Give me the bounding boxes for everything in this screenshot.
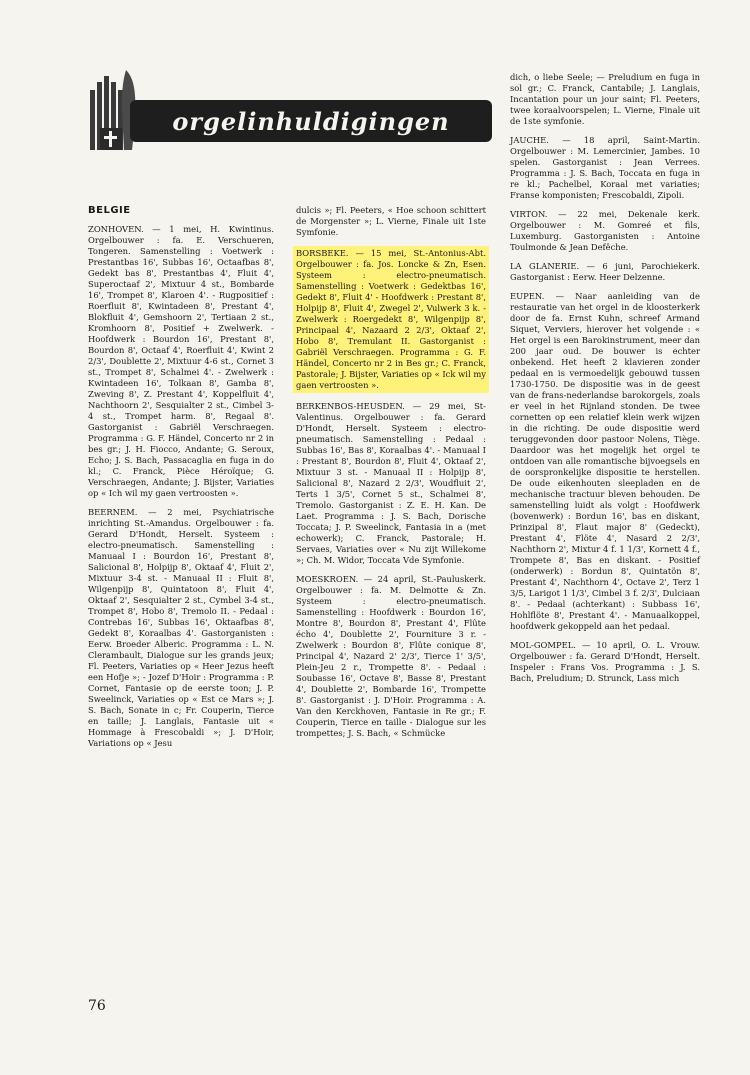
entry-eupen: EUPEN. — Naar aanleiding van de restauratie van het orgel in de kloosterkerk door de fa. Ernst Kuhn, schreef Armand Siquet, Verviers, hierover het volgende : « Het orgel is een Barokinstrument, meer dan 200 jaar oud. De bouwer is echter onbekend. Het heeft 2 klavieren zonder pedaal en is vermoedelijk gebouwd tussen 1730-1750. De dispositie was in de geest van de frans-nederlandse barokorgels, zoals er veel in het Rijnland stonden. De twee cornetten op een relatief klein werk wijzen in die richting. De oude dispositie werd teruggevonden door pastoor Nolens, Tiège. Daardoor was het mogelijk het orgel te ontdoen van alle romantische bijvoegsels en de oorspronkelijke dispositie te herstellen. De oude eikenhouten sleepladen en de mechanische tractuur bleven behouden. De samenstelling luidt als volgt : Hoofdwerk (bovenwerk) : Bordun 16', bas en diskant, Prinzipal 8', Flaut major 8' (Gedeckt), Prestant 4', Flöte 4', Nasard 2 2/3', Nachthorn 2', Mixtur 4 f. 1 1/3', Kornett 4 f., Trompete 8', Bas en diskant. - Positief (onderwerk) : Bordun 8', Quintatön 8', Prestant 4', Nachthorn 4', Octave 2', Terz 1 3/5, Larigot 1 1/3', Cimbel 3 f. 2/3', Dulciaan 8'. - Pedaal (achterkant) : Subbass 16', Hohlflöte 8', Prestant 4'. - Manuaalkoppel, hoofdwerk gekoppeld aan het pedaal. <box>510 291 700 631</box>
entry-virton: VIRTON. — 22 mei, Dekenale kerk. Orgelbouwer : M. Gomreé et fils, Luxemburg. Gastorganisten : Antoine Toulmonde & Jean Defêche. <box>510 209 700 252</box>
organ-pipes-icon <box>90 70 135 150</box>
header-banner <box>86 70 496 170</box>
page-number: 76 <box>88 998 106 1014</box>
entry-moeskroen: MOESKROEN. — 24 april, St.-Pauluskerk. Orgelbouwer : fa. M. Delmotte & Zn. Systeem : electro-pneumatisch. Samenstelling : Hoofdwerk : Bourdon 16', Montre 8', Bourdon 8', Prestant 4', Flûte écho 4', Doublette 2', Fourniture 3 r. - Zwelwerk : Bourdon 8', Flûte conique 8', Principal 4', Nazard 2' 2/3', Tierce 1' 3/5', Plein-Jeu 2 r., Trompette 8'. - Pedaal : Soubasse 16', Octave 8', Basse 8', Prestant 4', Doublette 2', Bombarde 16', Trompette 8'. Gastorganist : J. D'Hoir. Programma : A. Van den Kerckhoven, Fantasie in Re gr.; F. Couperin, Tierce en taille - Dialogue sur les trompettes; J. S. Bach, « Schmücke <box>296 574 486 738</box>
entry-jauche: JAUCHE. — 18 april, Saint-Martin. Orgelbouwer : M. Lemercinier, Jambes. 10 spelen. Gastorganist : Jean Verrees. Programma : J. S. Bach, Toccata en fuga in re kl.; Pachelbel, Koraal met variaties; Franse komponisten; Frescobaldi, Zipoli. <box>510 135 700 200</box>
entry-zonhoven: ZONHOVEN. — 1 mei, H. Kwintinus. Orgelbouwer : fa. E. Verschueren, Tongeren. Samenstelling : Voetwerk : Prestantbas 16', Subbas 16', Octaafbas 8', Gedekt bas 8', Prestantbas 4', Fluit 4', Superoctaaf 2', Mixtuur 4 st., Bombarde 16', Trompet 8', Klaroen 4'. - Rugpositief : Roerfluit 8', Kwintadeen 8', Prestant 4', Blokfluit 4', Gemshoorn 2', Tertiaan 2 st., Kromhoorn 8', Positief + Zwelwerk. - Hoofdwerk : Bourdon 16', Prestant 8', Bourdon 8', Octaaf 4', Roerfluit 4', Kwint 2 2/3', Doublette 2', Mixtuur 4-6 st., Cornet 3 st., Trompet 8', Schalmei 4'. - Zwelwerk : Kwintadeen 16', Tolkaan 8', Gamba 8', Zweving 8', Z. Prestant 4', Koppelfluit 4', Nachthoorn 2', Sesquialter 2 st., Cimbel 3-4 st., Trompet harm. 8', Regaal 8'. Gastorganist : Gabriël Verschraegen. Programma : G. F. Händel, Concerto nr 2 in bes gr.; J. H. Fiocco, Andante; G. Seroux, Echo; J. S. Bach, Passacaglia en fuga in do kl.; C. Franck, Pièce Héroïque; G. Verschraegen, Andante; J. Bijster, Variaties op « Ich wil my gaen vertroosten ». <box>88 224 274 498</box>
entry-mol-gompel: MOL-GOMPEL. — 10 april, O. L. Vrouw. Orgelbouwer : fa. Gerard D'Hondt, Herselt. Inspeler : Frans Vos. Programma : J. S. Bach, Preludium; D. Strunck, Lass mich <box>510 640 700 683</box>
entry-beernem: BEERNEM. — 2 mei, Psychiatrische inrichting St.-Amandus. Orgelbouwer : fa. Gerard D'Hondt, Herselt. Systeem : electro-pneumatisch. Samenstelling : Manuaal I : Bourdon 16', Prestant 8', Salicional 8', Holpijp 8', Oktaaf 4', Fluit 2', Mixtuur 3-4 st. - Manuaal II : Fluit 8', Wilgenpijp 8', Quintatoon 8', Fluit 4', Oktaaf 2', Sesquialter 2 st., Cymbel 3-4 st., Trompet 8', Hobo 8', Tremolo II. - Pedaal : Contrebas 16', Subbas 16', Oktaafbas 8', Gedekt 8', Koraalbas 4'. Gastorganisten : Eerw. Broeder Alberic. Programma : L. N. Clerambault, Dialogue sur les grands jeux; Fl. Peeters, Variaties op « Heer Jezus heeft een Hofje »; - Jozef D'Hoir : Programma : P. Cornet, Fantasie op de eerste toon; J. P. Sweelinck, Variaties op « Est ce Mars »; J. S. Bach, Sonate in c; Fr. Couperin, Tierce en taille; J. Langlais, Fantasie uit « Hommage à Frescobaldi »; J. D'Hoir, Variations op « Jesu <box>88 507 274 748</box>
entry-continuation: dich, o liebe Seele; — Preludium en fuga in sol gr.; C. Franck, Cantabile; J. Langlais, Incantation pour un jour saint; Fl. Peeters, twee koraalvoorspelen; L. Vierne, Finale uit de 1ste symfonie. <box>510 72 700 126</box>
entry-la-glanerie: LA GLANERIE. — 6 juni, Parochiekerk. Gastorganist : Eerw. Heer Delzenne. <box>510 261 700 282</box>
entry-berkenbos-heusden: BERKENBOS-HEUSDEN. — 29 mei, St-Valentinus. Orgelbouwer : fa. Gerard D'Hondt, Herselt. Systeem : electro-pneumatisch. Samenstelling : Pedaal : Subbas 16', Bas 8', Koraalbas 4'. - Manuaal I : Prestant 8', Bourdon 8', Fluit 4', Oktaaf 2', Mixtuur 3 st. - Manuaal II : Holpijp 8', Salicional 8', Nazard 2 2/3', Woudfluit 2', Terts 1 3/5', Cornet 5 st., Schalmei 8', Tremolo. Gastorganist : Z. E. H. Kan. De Laet. Programma : J. S. Bach, Dorische Toccata; J. P. Sweelinck, Fantasia in a (met echowerk); C. Franck, Pastorale; H. Servaes, Variaties over « Nu zijt Willekome »; Ch. M. Widor, Toccata Vde Symfonie. <box>296 401 486 565</box>
column-middle <box>296 205 486 747</box>
banner-title: orgelinhuldigingen <box>172 107 450 136</box>
entry-borsbeke-highlighted: BORSBEKE. — 15 mei, St.-Antonius-Abt. Orgelbouwer : fa. Jos. Loncke & Zn, Esen. Systeem : electro-pneumatisch. Samenstelling : Voetwerk : Gedektbas 16', Gedekt 8', Fluit 4' - Hoofdwerk : Prestant 8', Holpijp 8', Fluit 4', Zwegel 2', Vulwerk 3 k. - Zwelwerk : Roergedekt 8', Wilgenpijp 8', Principaal 4', Nazaard 2 2/3', Oktaaf 2', Hobo 8', Tremulant II. Gastorganist : Gabriël Verschraegen. Programma : G. F. Händel, Concerto nr 2 in Bes gr.; C. Franck, Pastorale; J. Bijster, Variaties op « Ick wil my gaen vertroosten ». <box>293 246 489 393</box>
column-left <box>88 205 274 757</box>
column-right <box>510 72 700 692</box>
entry-continuation: dulcis »; Fl. Peeters, « Hoe schoon schittert de Morgenster »; L. Vierne, Finale uit 1ste Symfonie. <box>296 205 486 237</box>
section-title: BELGIE <box>88 205 131 216</box>
